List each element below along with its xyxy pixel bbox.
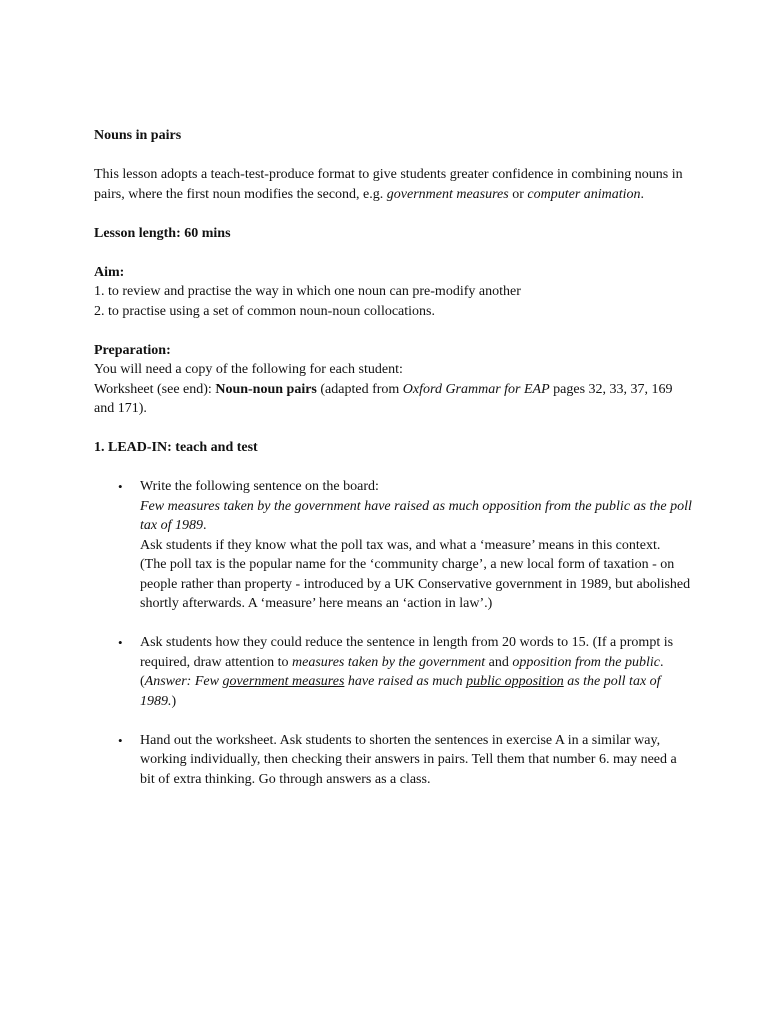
bullet-2-answer [140, 672, 694, 711]
document-title: Nouns in pairs [94, 128, 182, 143]
bullet-1-explanation: (The poll tax is the popular name for the ‘community charge’, a new local form of taxation - on people rather than property - introduced by a UK Conservative government in 1989, but abolished shortly afterwards. A ‘measure’ here means an ‘action in law’.) [140, 557, 691, 611]
intro-text-3: . [640, 186, 645, 202]
answer-label: Answer [144, 674, 187, 689]
bullet-2-text-2: and [485, 654, 513, 670]
bullet-icon: • [118, 635, 123, 650]
preparation-heading: Preparation: [94, 342, 171, 358]
preparation-line: You will need a copy of the following for each student: [94, 362, 403, 377]
answer-open: ( [140, 674, 145, 689]
aim-heading: Aim: [94, 264, 125, 280]
worksheet-mid: (adapted from [316, 381, 403, 397]
answer-close: ) [171, 693, 177, 709]
bullet-1-period: . [203, 518, 207, 533]
list-item [94, 633, 694, 711]
worksheet-book: Oxford Grammar for EAP [402, 381, 550, 397]
bullet-1-sentence [140, 497, 694, 536]
intro-text-1: This lesson adopts a teach-test-produce format to give students greater confidence in combining nouns in pairs, where the first noun modifies the second, e.g. [94, 167, 683, 202]
worksheet-line [94, 380, 694, 419]
bullet-2-italic-1: measures taken by the government [292, 654, 486, 670]
worksheet-title: Noun-noun pairs [215, 381, 317, 397]
answer-mid: have raised as much [344, 674, 467, 689]
bullet-1-line-1: Write the following sentence on the board: [140, 479, 379, 494]
section-1-heading: 1. LEAD-IN: teach and test [94, 440, 258, 455]
bullet-icon: • [118, 732, 123, 748]
bullet-2-instruction [140, 633, 694, 672]
aim-item-2: 2. to practise using a set of common noun-noun collocations. [94, 303, 435, 319]
bullet-2-italic-2: opposition from the public [512, 654, 660, 670]
bullet-2-text-3: . [659, 654, 664, 670]
worksheet-suffix: pages 32, 33, 37, 169 and 171). [94, 381, 673, 416]
document-page [94, 126, 694, 809]
answer-colon: : Few [186, 674, 223, 689]
lesson-length: Lesson length: 60 mins [94, 225, 231, 241]
worksheet-prefix: Worksheet (see end): [94, 381, 216, 397]
intro-example-2: computer animation [527, 186, 641, 202]
aim-item-1: 1. to review and practise the way in which one noun can pre-modify another [94, 284, 521, 299]
intro-example-1: government measures [386, 186, 509, 202]
list-item [94, 731, 694, 790]
list-item [94, 477, 694, 614]
bullet-3-text: Hand out the worksheet. Ask students to shorten the sentences in exercise A in a similar way, working individually, then checking their answers in pairs. Tell them that number 6. may need a bit of extra thinking. Go through answers as a class. [140, 732, 677, 787]
answer-underline-1: government measures [222, 674, 345, 689]
bullet-2-text-1: Ask students how they could reduce the sentence in length from 20 words to 15. (If a prompt is required, draw attention to [140, 635, 674, 670]
bullet-1-question: Ask students if they know what the poll tax was, and what a ‘measure’ means in this context. [140, 537, 661, 553]
answer-end: as the poll tax of 1989. [140, 674, 661, 709]
section-1-list [94, 477, 694, 789]
bullet-1-italic: Few measures taken by the government have raised as much opposition from the public as the poll tax of 1989 [140, 498, 692, 533]
bullet-icon: • [118, 479, 123, 494]
intro-paragraph [94, 165, 694, 204]
intro-text-2: or [508, 186, 528, 202]
answer-underline-2: public opposition [466, 674, 564, 689]
